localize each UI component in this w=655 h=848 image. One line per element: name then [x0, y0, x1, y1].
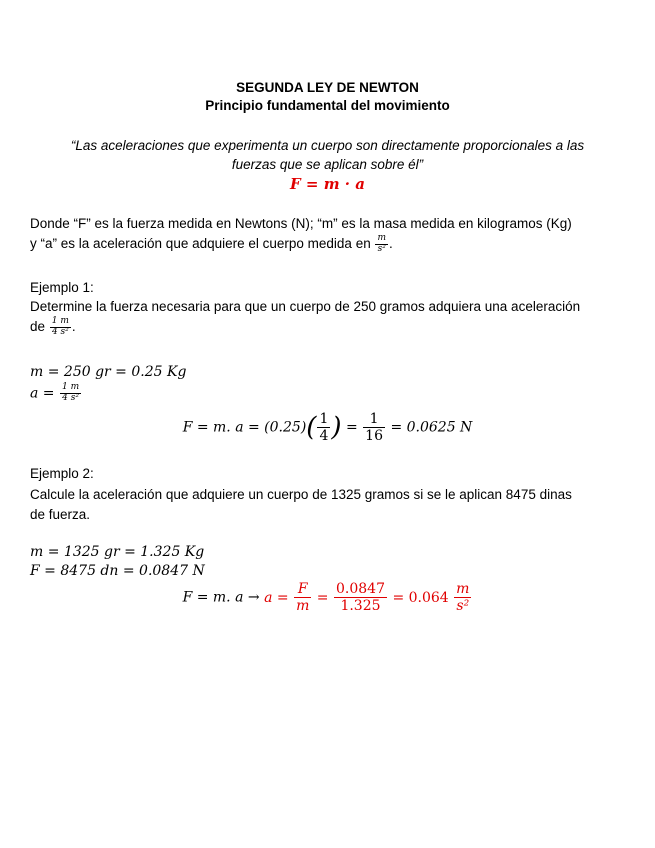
- example-1-given-mass: m = 250 gr = 0.25 Kg: [30, 364, 187, 380]
- definition-line-1: Donde “F” es la fuerza medida en Newtons (N); “m” es la masa medida en kilogramos (Kg): [30, 216, 572, 231]
- example-1-solution: [0, 411, 655, 444]
- example-1-statement-line-2: [30, 317, 623, 338]
- law-formula: F = m · a: [290, 175, 365, 193]
- acceleration-unit-fraction: [375, 234, 388, 255]
- example-2-heading: Ejemplo 2:: [30, 466, 94, 481]
- example-2-solution: [0, 581, 655, 614]
- solution-2-lhs: F = m. a →: [182, 589, 260, 606]
- document-title: SEGUNDA LEY DE NEWTON: [236, 80, 419, 95]
- quarter-denominator: 4: [319, 428, 329, 445]
- example-1-statement-line-1: Determine la fuerza necesaria para que un cuerpo de 250 gramos adquiera una aceleración: [30, 299, 581, 314]
- law-quote: [40, 136, 615, 174]
- f-numerator: F: [294, 581, 311, 598]
- result-unit-denominator: s²: [456, 598, 470, 615]
- result-unit-numerator: m: [456, 581, 470, 597]
- quarter-numerator: 1: [319, 411, 329, 427]
- eq-1: =: [316, 589, 329, 606]
- definition-paragraph: [30, 214, 623, 255]
- quote-line-1: “Las aceleraciones que experimenta un cuerpo son directamente proporcionales a las: [70, 138, 585, 153]
- value-fraction: [334, 581, 387, 614]
- given-a-fraction: [60, 383, 81, 404]
- value-numerator: 0.0847: [335, 581, 385, 597]
- result-numerator: 1: [363, 411, 385, 428]
- result-fraction: [363, 411, 385, 444]
- example-1-de: de: [30, 319, 46, 334]
- accel-numerator: 1 m: [51, 316, 69, 327]
- result-denominator: 16: [365, 428, 383, 445]
- solution-1-lhs: F = m. a = (0.25): [182, 419, 307, 436]
- unit-denominator: s²: [377, 243, 386, 254]
- m-denominator: m: [296, 598, 310, 615]
- result-unit-fraction: [454, 581, 471, 614]
- eq-2-result: = 0.064: [392, 589, 449, 606]
- unit-numerator: m: [377, 233, 387, 244]
- example-2-statement: [30, 485, 623, 525]
- example-1-heading: Ejemplo 1:: [30, 280, 94, 295]
- a-eq: a =: [264, 589, 289, 606]
- solution-1-result: = 0.0625 N: [390, 419, 473, 436]
- example-2-statement-line-1: Calcule la aceleración que adquiere un cuerpo de 1325 gramos si se le aplican 8475 dinas: [30, 487, 572, 502]
- definition-end: .: [389, 236, 393, 251]
- quote-line-2: fuerzas que se aplican sobre él”: [231, 157, 424, 172]
- value-denominator: 1.325: [340, 598, 381, 615]
- paren-open: (: [306, 412, 317, 443]
- accel-denominator: 4 s²: [51, 326, 69, 337]
- document-subtitle: Principio fundamental del movimiento: [205, 98, 450, 113]
- example-1-end: .: [71, 319, 76, 334]
- solution-2-highlight: [264, 581, 472, 615]
- given-a-lhs: a =: [30, 385, 55, 402]
- definition-line-2-text: y “a” es la aceleración que adquiere el cuerpo medida en: [30, 236, 371, 251]
- paren-close: ): [331, 412, 342, 443]
- example-2-given-mass: m = 1325 gr = 1.325 Kg: [30, 544, 205, 560]
- given-a-numerator: 1 m: [61, 382, 80, 392]
- example-2-given-force: F = 8475 dn = 0.0847 N: [30, 563, 205, 579]
- definition-line-2: [30, 234, 623, 255]
- f-over-m-fraction: [294, 581, 311, 614]
- example-1-given-acceleration: [30, 383, 82, 404]
- given-a-denominator: 4 s²: [62, 392, 79, 403]
- example-1-statement: [30, 297, 623, 338]
- example-1-accel-fraction: [50, 317, 71, 338]
- quarter-fraction: [317, 411, 330, 444]
- solution-1-eq: =: [345, 419, 358, 436]
- example-2-statement-line-2: de fuerza.: [30, 507, 91, 522]
